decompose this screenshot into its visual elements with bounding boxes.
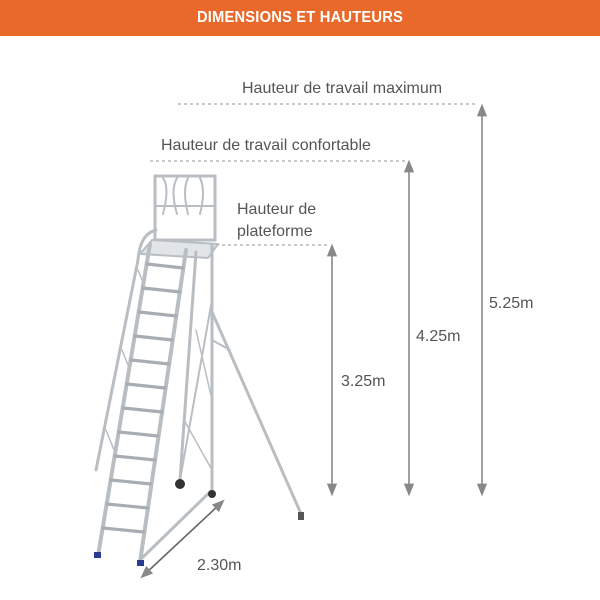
platform-height-value: 3.25m — [341, 373, 386, 390]
platform-height-label — [237, 199, 316, 243]
comfortable-height-value: 4.25m — [416, 328, 461, 345]
max-height-value: 5.25m — [489, 295, 534, 312]
platform-height-label-line2: plateforme — [237, 223, 313, 240]
comfortable-working-height-label: Hauteur de travail confortable — [161, 137, 371, 154]
header-title: DIMENSIONS ET HAUTEURS — [196, 9, 404, 26]
platform-height-label-line1: Hauteur de — [237, 201, 317, 218]
max-working-height-label: Hauteur de travail maximum — [242, 80, 443, 97]
base-width-value: 2.30m — [197, 557, 242, 574]
